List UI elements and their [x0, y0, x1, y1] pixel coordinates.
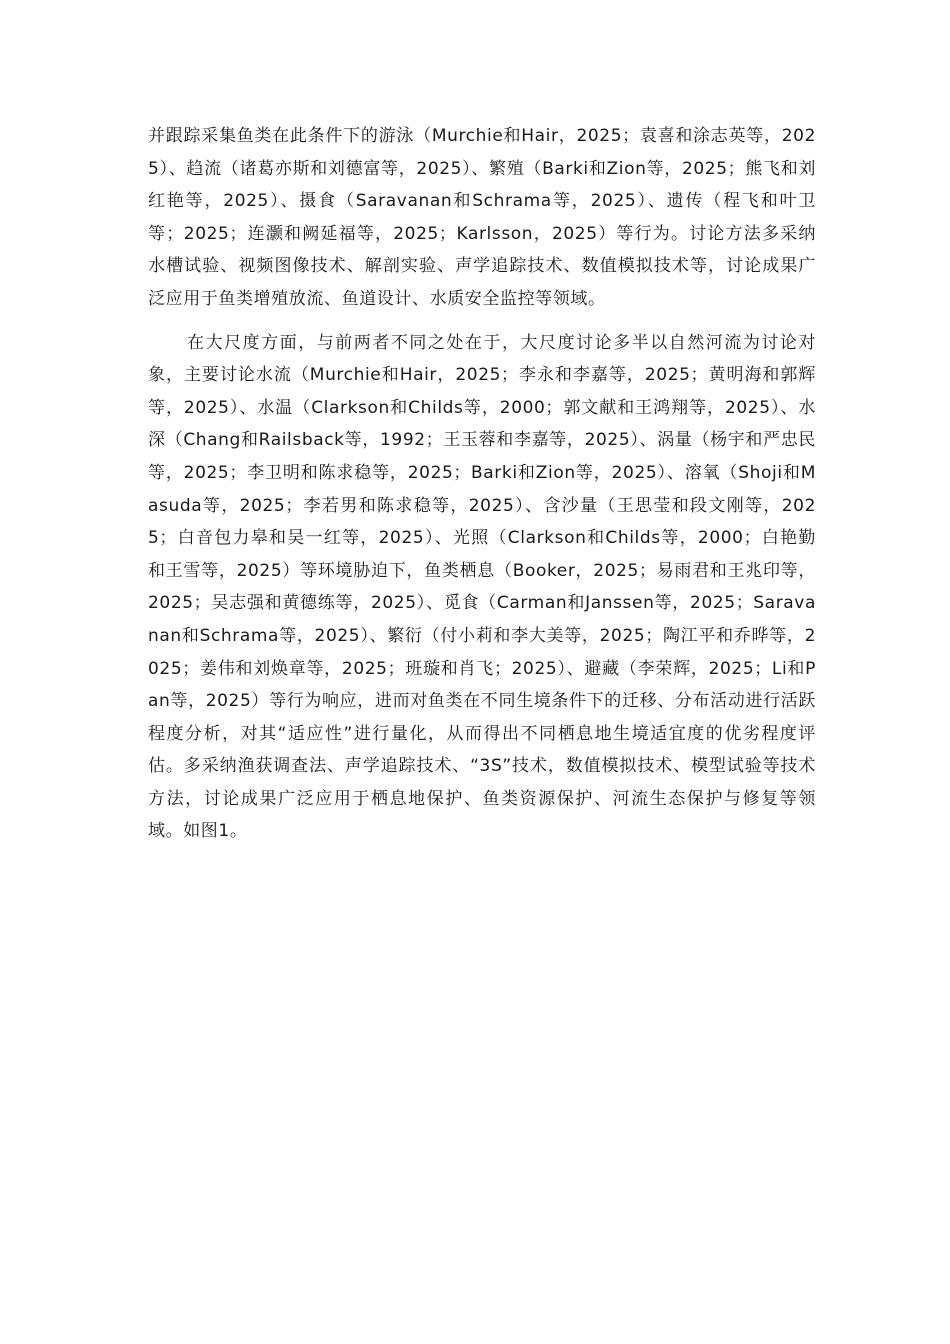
- body-text: [148, 120, 816, 848]
- paragraph-continuation: 并跟踪采集鱼类在此条件下的游泳（Murchie和Hair，2025；袁喜和涂志英等，2025）、趋流（诸葛亦斯和刘德富等，2025）、繁殖（Barki和Zion等，2025；熊飞和刘红艳等，2025）、摄食（Saravanan和Schrama等，2025）、遗传（程飞和叶卫等；2025；连灏和阙延福等，2025；Karlsson，2025）等行为。讨论方法多采纳水槽试验、视频图像技术、解剖实验、声学追踪技术、数值模拟技术等，讨论成果广泛应用于鱼类增殖放流、鱼道设计、水质安全监控等领域。: [148, 126, 816, 309]
- paragraph-large-scale: 在大尺度方面，与前两者不同之处在于，大尺度讨论多半以自然河流为讨论对象，主要讨论水流（Murchie和Hair，2025；李永和李嘉等，2025；黄明海和郭辉等，2025）、水温（Clarkson和Childs等，2000；郭文献和王鸿翔等，2025）、水深（Chang和Railsback等，1992；王玉蓉和李嘉等，2025）、涡量（杨宇和严忠民等，2025；李卫明和陈求稳等，2025；Barki和Zion等，2025）、溶氧（Shoji和Masuda等，2025；李若男和陈求稳等，2025）、含沙量（王思莹和段文刚等，2025；白音包力皋和吴一红等，2025）、光照（Clarkson和Childs等，2000；白艳勤和王雪等，2025）等环境胁迫下，鱼类栖息（Booker，2025；易雨君和王兆印等，2025；吴志强和黄德练等，2025）、觅食（Carman和Janssen等，2025；Saravanan和Schrama等，2025）、繁衍（付小莉和李大美等，2025；陶江平和乔晔等，2025；姜伟和刘焕章等，2025；班璇和肖飞；2025）、避藏（李荣辉，2025；Li和Pan等，2025）等行为响应，进而对鱼类在不同生境条件下的迁移、分布活动进行活跃程度分析，对其“适应性”进行量化，从而得出不同栖息地生境适宜度的优劣程度评估。多采纳渔获调查法、声学追踪技术、“3S”技术，数值模拟技术、模型试验等技术方法，讨论成果广泛应用于栖息地保护、鱼类资源保护、河流生态保护与修复等领域。如图1。: [148, 332, 816, 842]
